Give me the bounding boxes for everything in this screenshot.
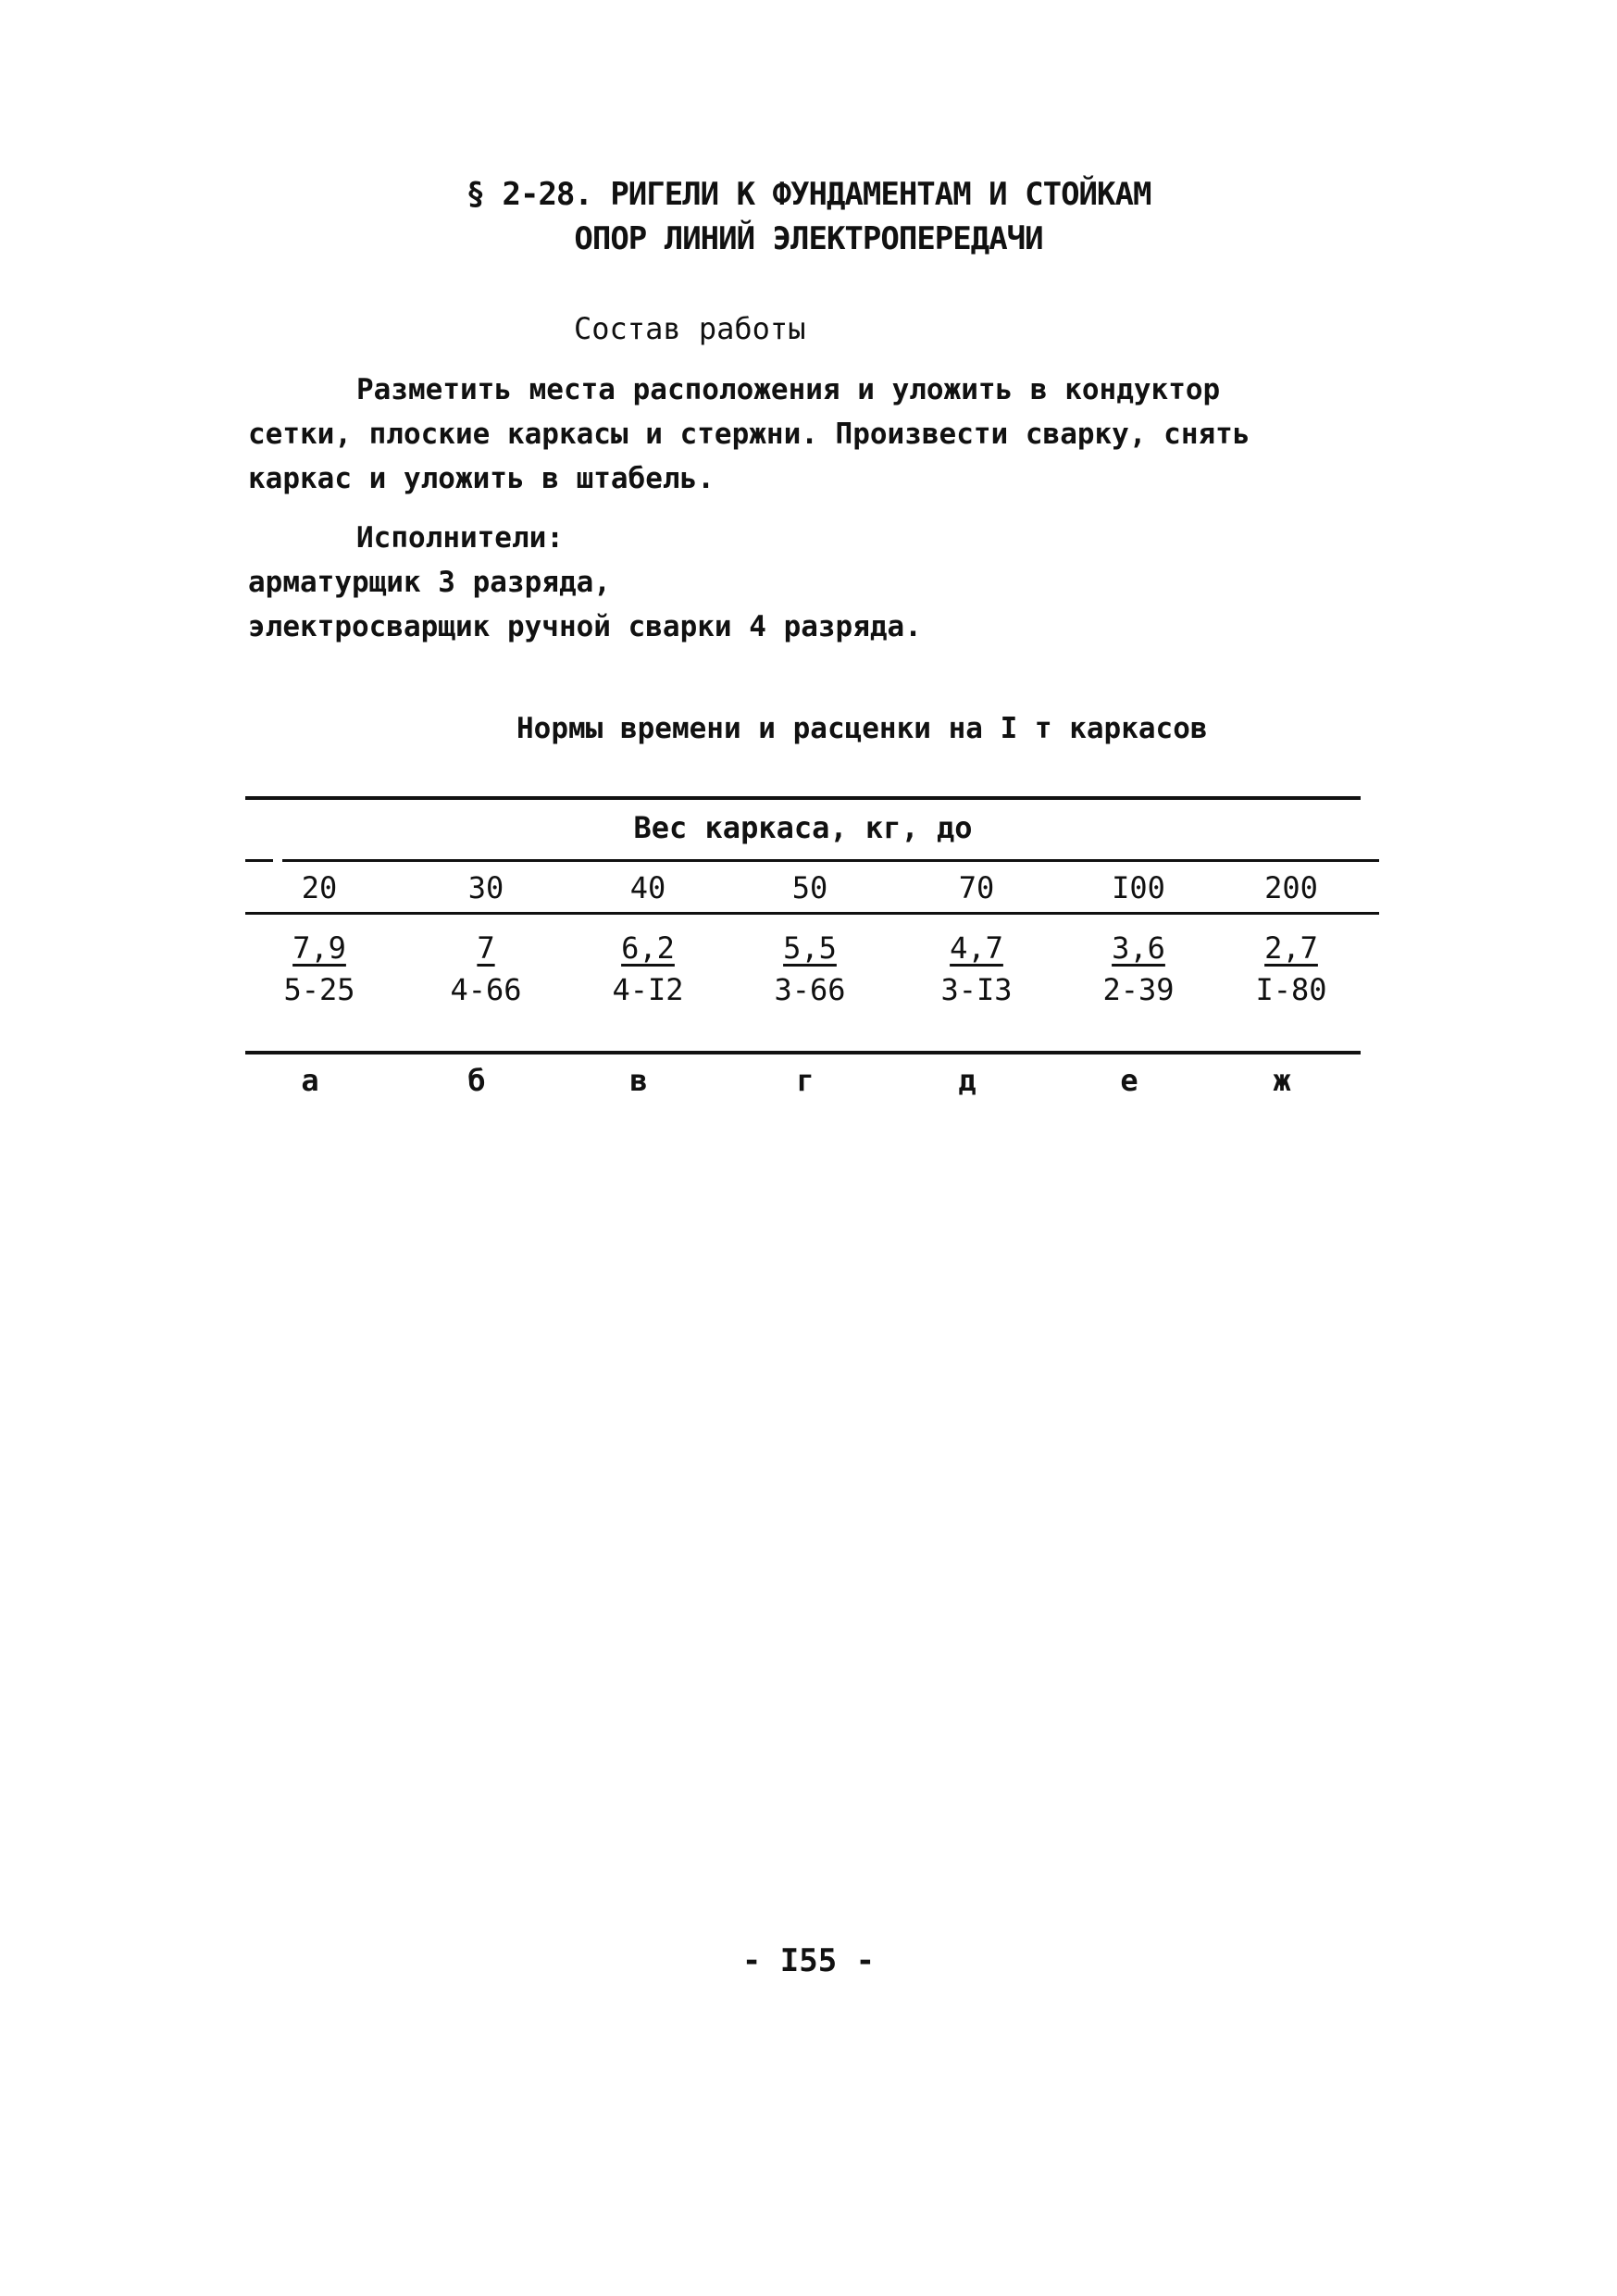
table-bottom-rule <box>245 1051 1361 1054</box>
performers-line-1: арматурщик 3 разряда, <box>248 566 611 599</box>
column-letter: г <box>796 1063 815 1098</box>
table-top-rule <box>245 796 1361 800</box>
weight-cell: I00 <box>1112 870 1165 905</box>
weights-bottom-rule <box>245 912 1379 915</box>
weight-cell: 200 <box>1264 870 1318 905</box>
header-left-dash <box>245 859 273 862</box>
column-letter: в <box>629 1063 648 1098</box>
weight-cell: 30 <box>467 870 504 905</box>
norm-time-cell: 2,7 <box>1264 930 1318 966</box>
page-number: - I55 - <box>741 1942 876 1979</box>
column-letter: ж <box>1273 1063 1291 1098</box>
rate-cell: I-80 <box>1255 972 1327 1007</box>
norm-time-cell: 3,6 <box>1112 930 1165 966</box>
section-title-line2: ОПОР ЛИНИЙ ЭЛЕКТРОПЕРЕДАЧИ <box>574 220 1043 257</box>
column-letter: б <box>467 1063 486 1098</box>
rate-cell: 4-66 <box>450 972 522 1007</box>
work-composition-line-3: каркас и уложить в штабель. <box>248 462 715 495</box>
norm-time-cell: 7 <box>477 930 495 966</box>
norm-time-cell: 5,5 <box>783 930 837 966</box>
weight-cell: 20 <box>301 870 338 905</box>
column-letter: а <box>301 1063 319 1098</box>
table-caption: Нормы времени и расценки на I т каркасов <box>516 712 1208 745</box>
performers-line-2: электросварщик ручной сварки 4 разряда. <box>248 610 922 643</box>
work-composition-heading: Состав работы <box>574 311 806 346</box>
performers-heading: Исполнители: <box>356 521 564 555</box>
column-letter: е <box>1120 1063 1138 1098</box>
column-letter: д <box>958 1063 976 1098</box>
rate-cell: 3-66 <box>774 972 846 1007</box>
work-composition-line-1: Разметить места расположения и уложить в кондуктор <box>356 373 1221 406</box>
section-title-line1: § 2-28. РИГЕЛИ К ФУНДАМЕНТАМ И СТОЙКАМ <box>466 176 1151 213</box>
norm-time-cell: 6,2 <box>621 930 675 966</box>
rate-cell: 2-39 <box>1102 972 1175 1007</box>
weight-group-header: Вес каркаса, кг, до <box>633 810 973 845</box>
norm-time-cell: 4,7 <box>950 930 1003 966</box>
norm-time-cell: 7,9 <box>292 930 346 966</box>
header-mid-rule <box>282 859 1379 862</box>
rate-cell: 5-25 <box>283 972 355 1007</box>
weight-cell: 40 <box>629 870 666 905</box>
rate-cell: 3-I3 <box>940 972 1013 1007</box>
weight-cell: 50 <box>791 870 828 905</box>
work-composition-line-2: сетки, плоские каркасы и стержни. Произвести сварку, снять <box>248 418 1250 451</box>
rate-cell: 4-I2 <box>612 972 684 1007</box>
weight-cell: 70 <box>958 870 995 905</box>
